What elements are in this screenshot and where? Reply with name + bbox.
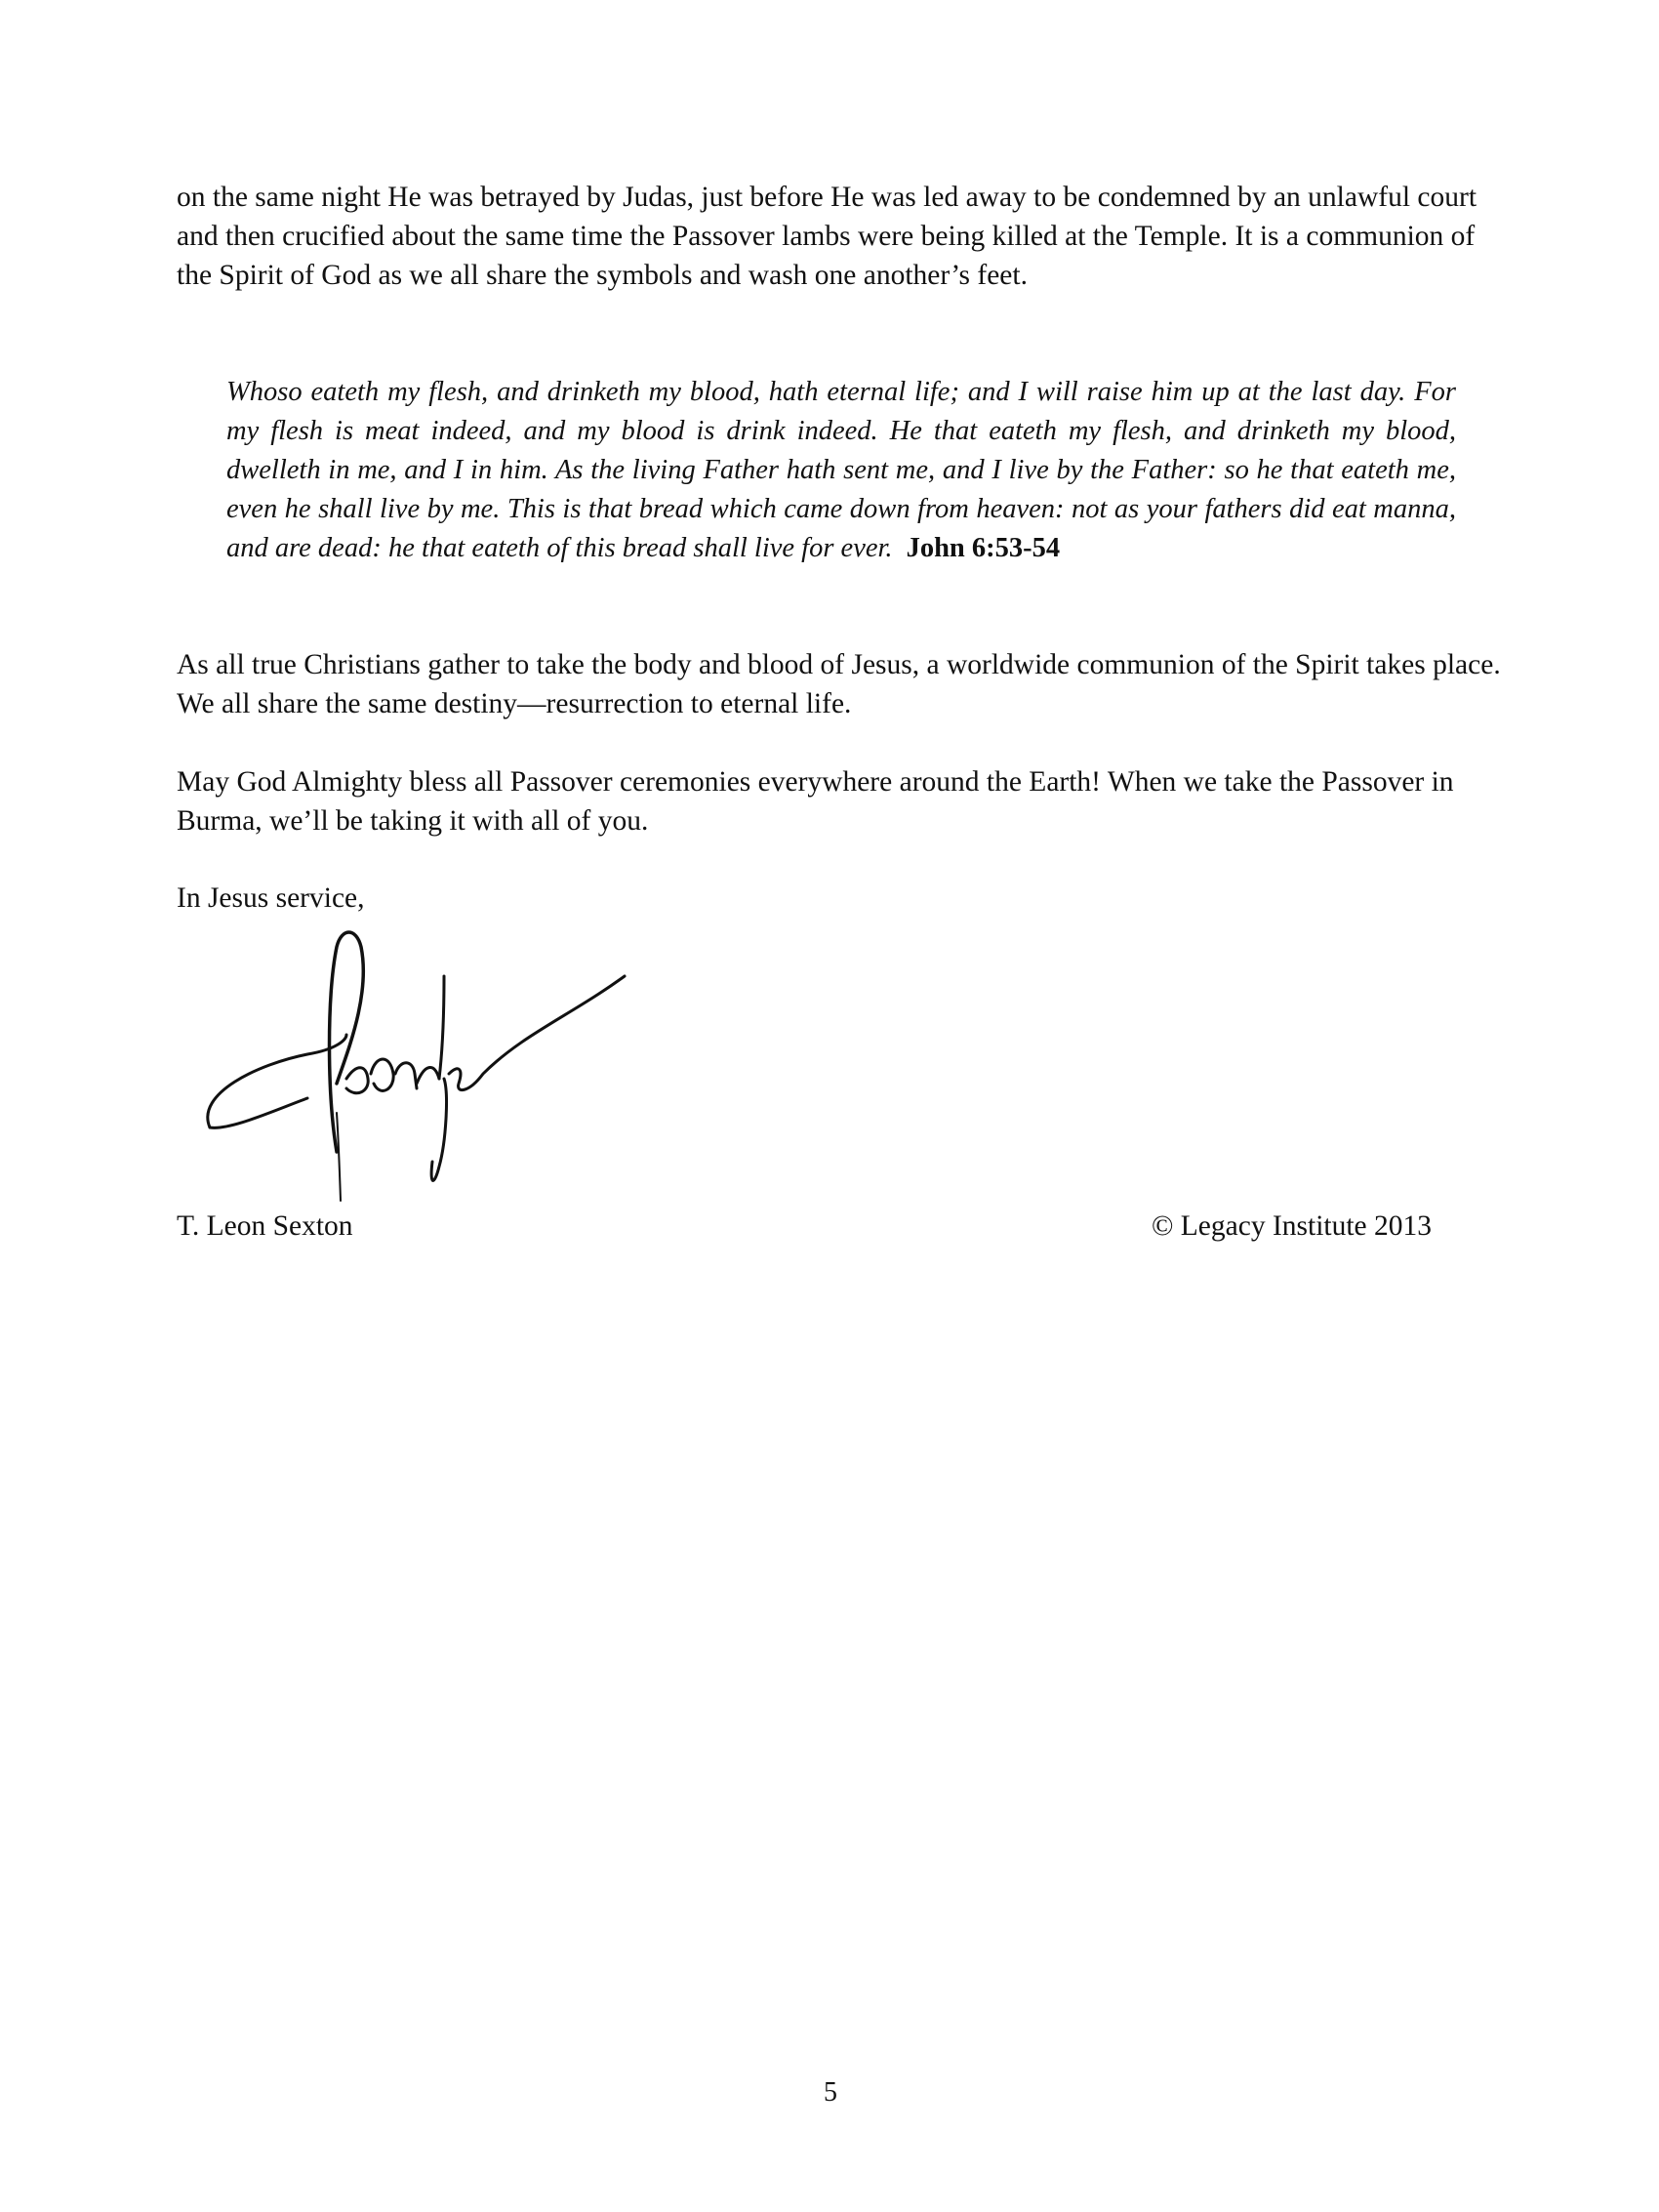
handwritten-signature: [200, 918, 639, 1210]
page-number: 5: [824, 2077, 837, 2108]
signature-name: T. Leon Sexton: [177, 1210, 353, 1242]
scripture-quote-text: Whoso eateth my flesh, and drinketh my blood, hath eternal life; and I will raise him up at the last day. For my flesh is meat indeed, and my blood is drink indeed. He that eateth my flesh, and drinketh my blood, dwelleth in me, and I in him. As the living Father hath sent me, and I live by the Father: so he that eateth me, even he shall live by me. This is that bread which came down from heaven: not as your fathers did eat manna, and are dead: he that eateth of this bread shall live for ever.: [226, 377, 1456, 563]
body-paragraph-2: As all true Christians gather to take the body and blood of Jesus, a worldwide communion of the Spirit takes place. We all share the same destiny—resurrection to eternal life.: [177, 649, 1501, 719]
closing-line: In Jesus service,: [177, 882, 365, 914]
scripture-reference: John 6:53-54: [906, 533, 1061, 563]
scripture-quote: [226, 373, 1456, 568]
body-paragraph-3: May God Almighty bless all Passover ceremonies everywhere around the Earth! When we take the Passover in Burma, we’ll be taking it with all of you.: [177, 766, 1454, 837]
body-paragraph-1: on the same night He was betrayed by Judas, just before He was led away to be condemned by an unlawful court and then crucified about the same time the Passover lambs were being killed at the Temple. It is a communion of the Spirit of God as we all share the symbols and wash one another’s feet.: [177, 182, 1477, 291]
copyright-notice: © Legacy Institute 2013: [1152, 1210, 1433, 1242]
